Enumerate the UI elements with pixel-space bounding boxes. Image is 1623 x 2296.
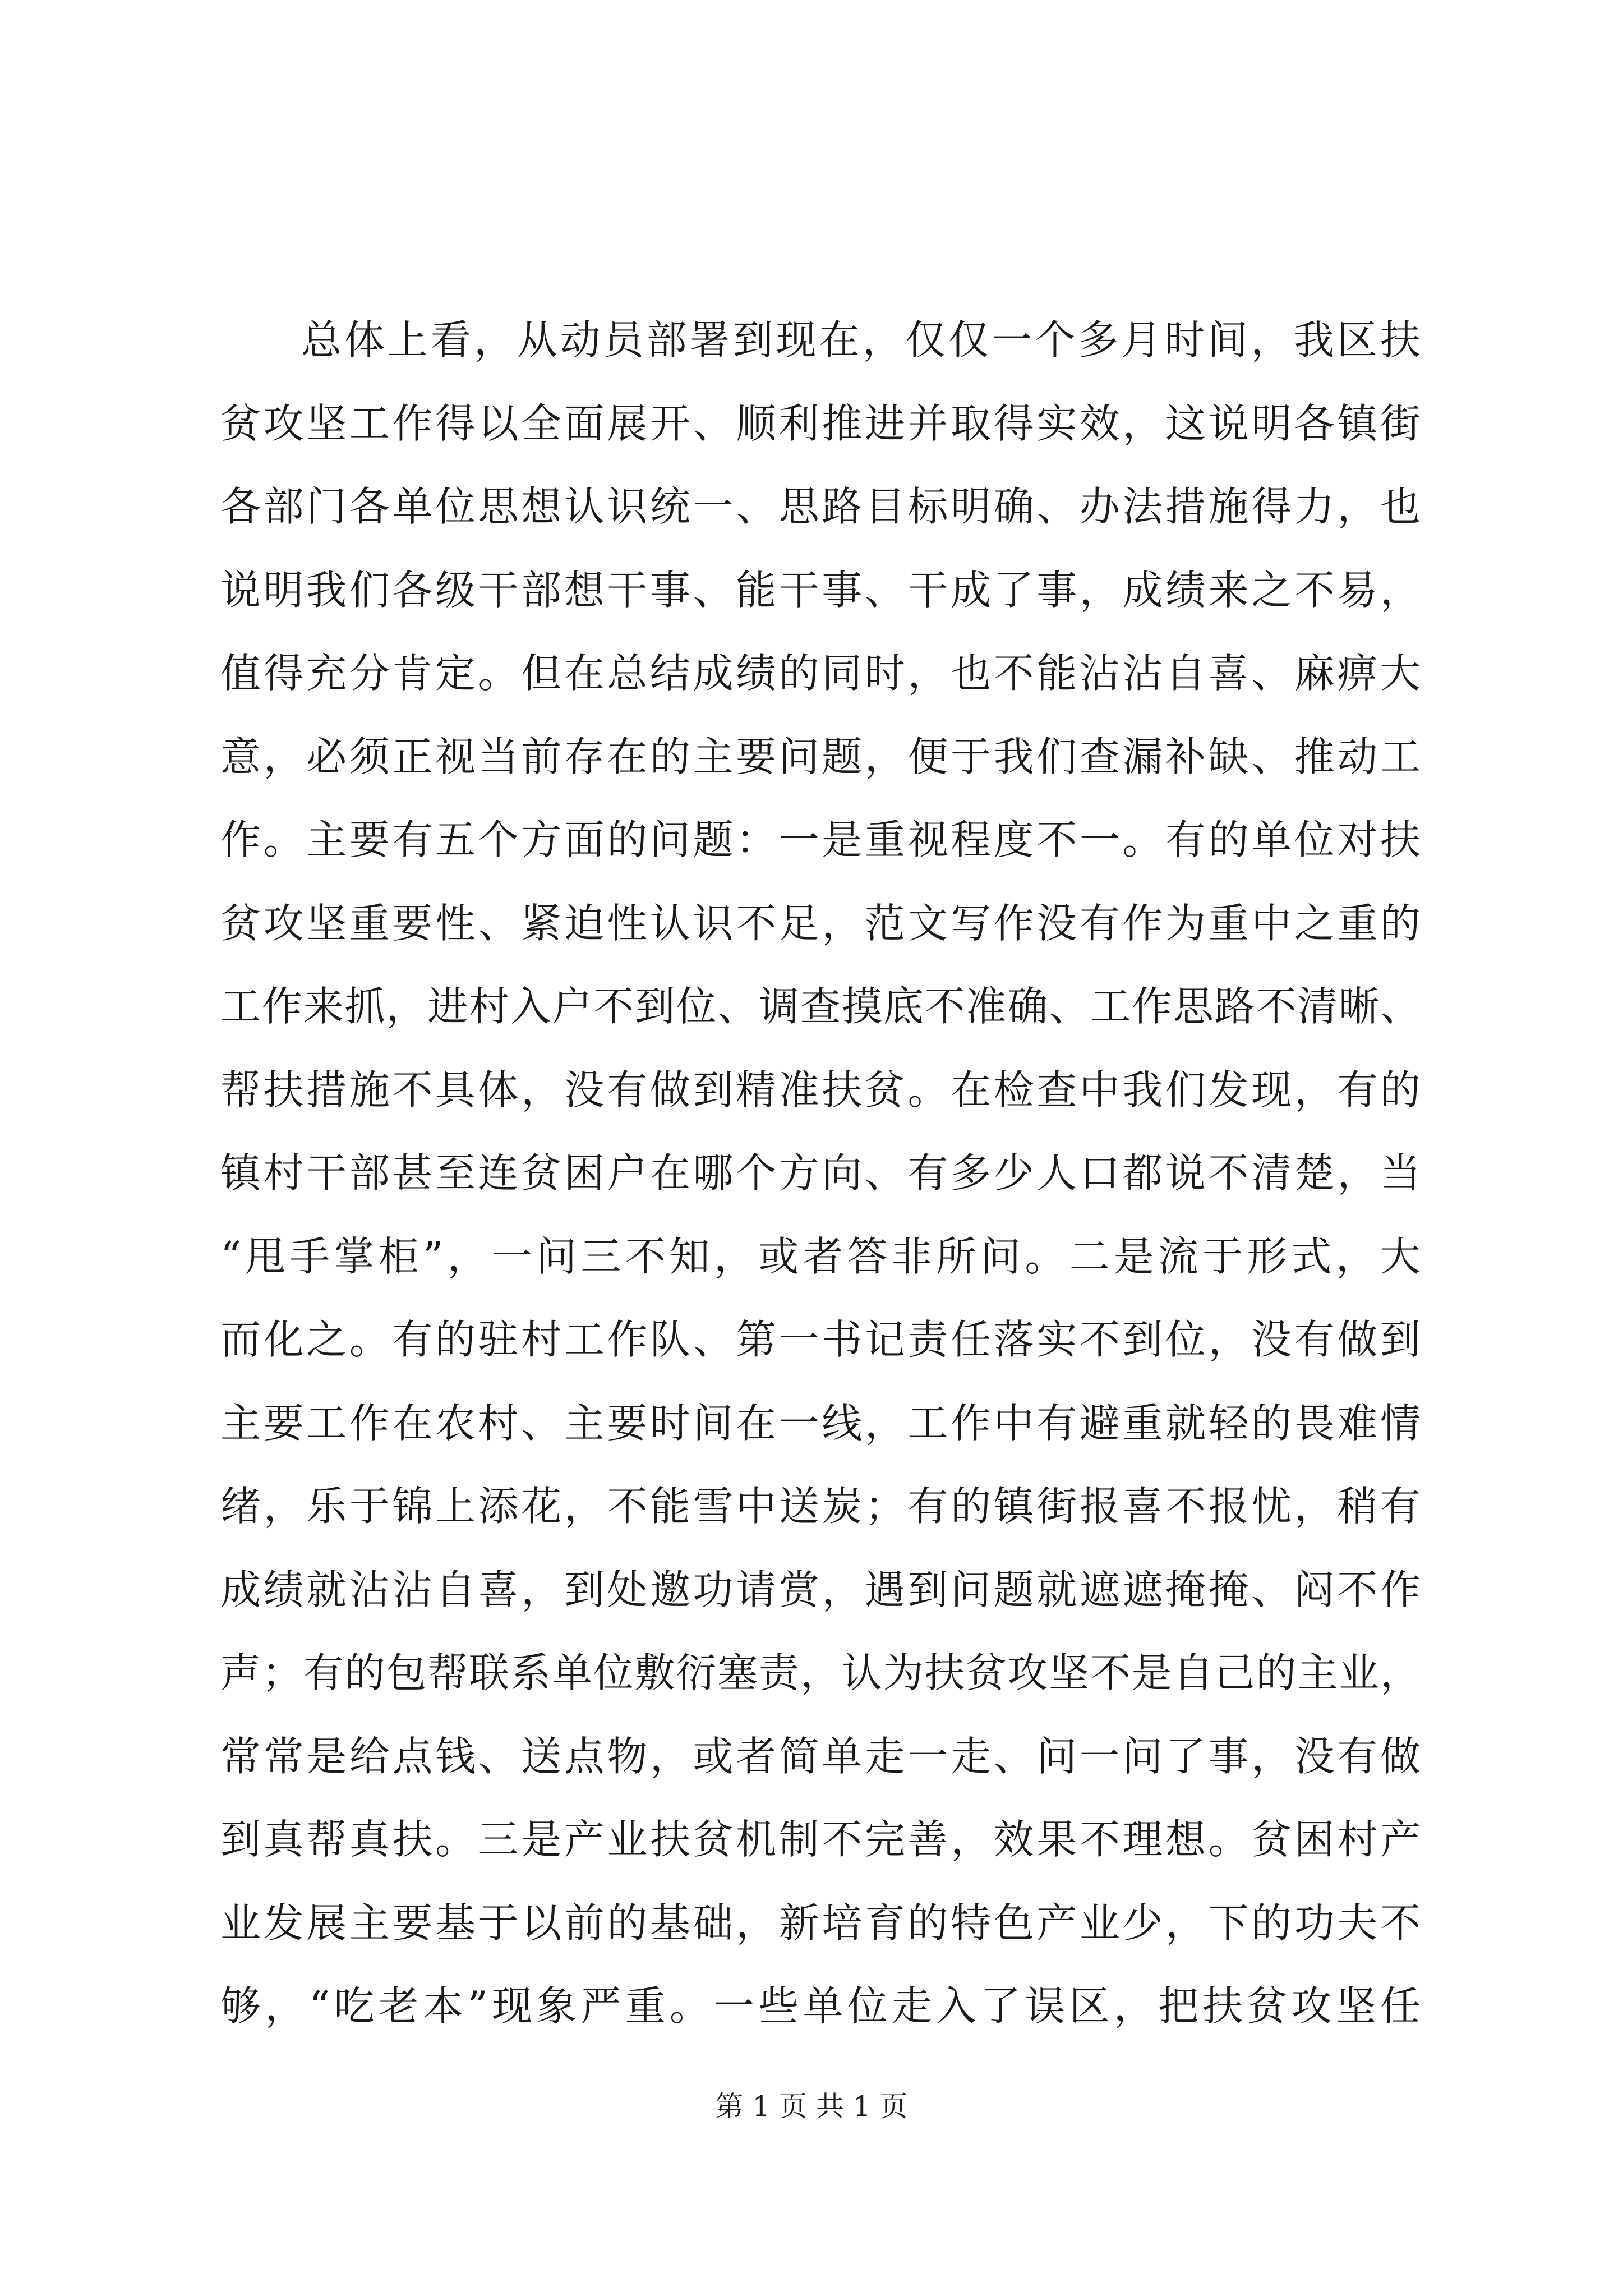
body-paragraph xyxy=(220,298,1421,2048)
text-line: 工作来抓，进村入户不到位、调查摸底不准确、工作思路不清晰、 xyxy=(220,983,1421,1030)
text-line: 贫攻坚重要性、紧迫性认识不足，范文写作没有作为重中之重的 xyxy=(220,899,1421,947)
text-line: “甩手掌柜”，一问三不知，或者答非所问。二是流于形式，大 xyxy=(220,1232,1421,1280)
text-line: 帮扶措施不具体，没有做到精准扶贫。在检查中我们发现，有的 xyxy=(220,1066,1421,1114)
text-line: 作。主要有五个方面的问题：一是重视程度不一。有的单位对扶 xyxy=(220,816,1421,863)
text-line: 绪，乐于锦上添花，不能雪中送炭；有的镇街报喜不报忧，稍有 xyxy=(220,1483,1421,1530)
text-line: 到真帮真扶。三是产业扶贫机制不完善，效果不理想。贫困村产 xyxy=(220,1816,1421,1863)
text-line: 主要工作在农村、主要时间在一线，工作中有避重就轻的畏难情 xyxy=(220,1399,1421,1447)
text-line: 值得充分肯定。但在总结成绩的同时，也不能沾沾自喜、麻痹大 xyxy=(220,650,1421,697)
page-footer xyxy=(0,2090,1623,2123)
text-line: 够，“吃老本”现象严重。一些单位走入了误区，把扶贫攻坚任 xyxy=(220,1982,1421,2030)
text-line: 镇村干部甚至连贫困户在哪个方向、有多少人口都说不清楚，当 xyxy=(220,1149,1421,1197)
text-line: 常常是给点钱、送点物，或者简单走一走、问一问了事，没有做 xyxy=(220,1732,1421,1780)
page-number-label: 第 1 页 共 1 页 xyxy=(715,2090,908,2123)
text-line: 而化之。有的驻村工作队、第一书记责任落实不到位，没有做到 xyxy=(220,1316,1421,1363)
text-line: 声；有的包帮联系单位敷衍塞责，认为扶贫攻坚不是自己的主业， xyxy=(220,1649,1421,1696)
text-line: 说明我们各级干部想干事、能干事、干成了事，成绩来之不易， xyxy=(220,566,1421,614)
text-line: 意，必须正视当前存在的主要问题，便于我们查漏补缺、推动工 xyxy=(220,733,1421,780)
text-line: 贫攻坚工作得以全面展开、顺利推进并取得实效，这说明各镇街 xyxy=(220,399,1421,447)
text-line: 业发展主要基于以前的基础，新培育的特色产业少，下的功夫不 xyxy=(220,1899,1421,1947)
text-line: 各部门各单位思想认识统一、思路目标明确、办法措施得力，也 xyxy=(220,483,1421,530)
text-line: 总体上看，从动员部署到现在，仅仅一个多月时间，我区扶 xyxy=(301,316,1421,364)
text-line: 成绩就沾沾自喜，到处邀功请赏，遇到问题就遮遮掩掩、闷不作 xyxy=(220,1566,1421,1613)
